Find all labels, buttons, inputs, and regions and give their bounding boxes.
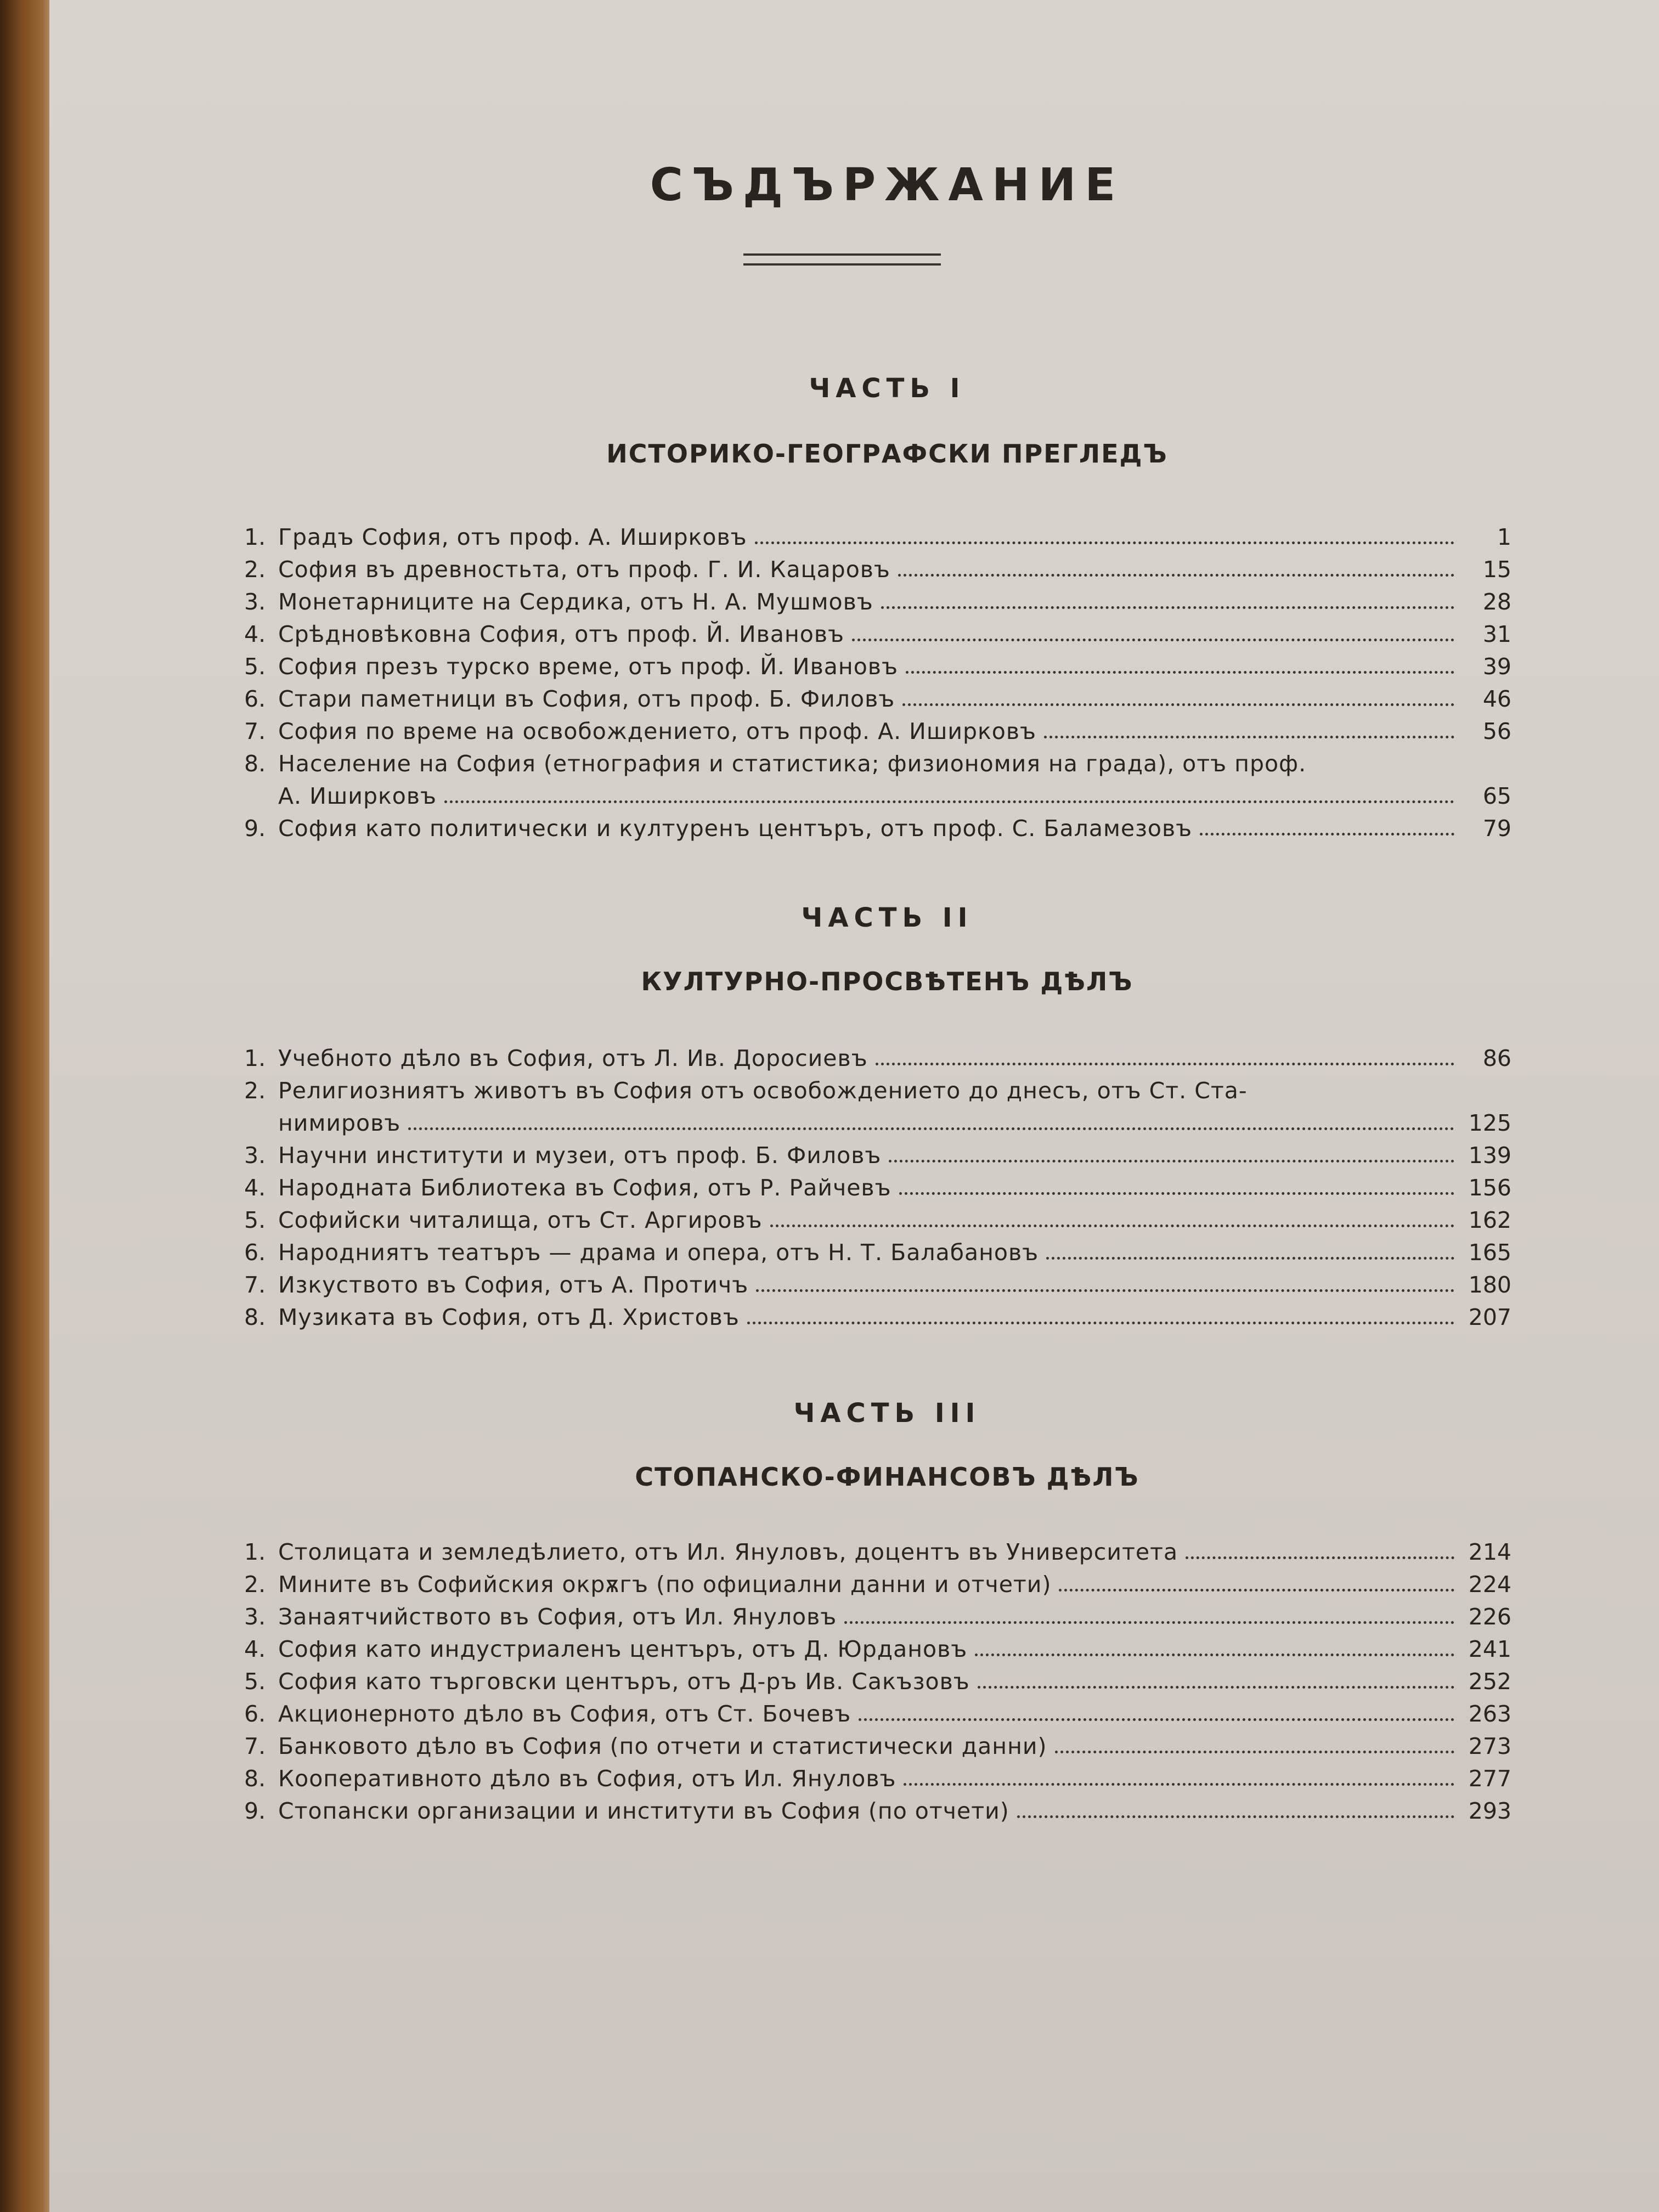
toc-entry-title: Народната Библиотека въ София, отъ Р. Райчевъ [278, 1175, 891, 1201]
toc-entry-number: 4. [244, 1636, 266, 1662]
toc-entry [244, 651, 1511, 683]
toc-entry [244, 715, 1511, 748]
dot-leader [1046, 1257, 1454, 1260]
dot-leader [881, 606, 1454, 609]
toc-entry [244, 780, 1511, 812]
part-1-entries [244, 521, 1511, 845]
toc-entry-title: Акционерното дѣло въ София, отъ Ст. Бочевъ [278, 1701, 851, 1727]
toc-entry-title: Банковото дѣло въ София (по отчети и статистически данни) [278, 1733, 1047, 1759]
toc-entry-number: 9. [244, 815, 266, 842]
dot-leader [906, 671, 1454, 674]
toc-entry-page: 293 [1468, 1798, 1511, 1824]
toc-entry-page: 226 [1468, 1604, 1511, 1630]
toc-entry-number: 1. [244, 524, 266, 550]
toc-entry-title: Градъ София, отъ проф. А. Иширковъ [278, 524, 747, 550]
dot-leader [444, 800, 1454, 803]
toc-entry [244, 1139, 1511, 1172]
dot-leader [1044, 736, 1454, 738]
dot-leader [1200, 833, 1454, 836]
toc-entry [244, 1568, 1511, 1601]
dot-leader [1055, 1751, 1454, 1753]
toc-entry [244, 1763, 1511, 1795]
toc-entry [244, 1042, 1511, 1075]
toc-entry-title: Кооперативното дѣло въ София, отъ Ил. Януловъ [278, 1765, 896, 1792]
toc-entry-number: 7. [244, 1272, 266, 1298]
toc-entry-title: София по време на освобождението, отъ проф. А. Иширковъ [278, 718, 1037, 744]
toc-entry-number: 2. [244, 1571, 266, 1598]
toc-entry-number: 1. [244, 1539, 266, 1565]
toc-entry-number: 6. [244, 686, 266, 712]
toc-entry-page: 65 [1482, 783, 1511, 809]
toc-entry-page: 156 [1468, 1175, 1511, 1201]
toc-entry-page: 28 [1482, 589, 1511, 615]
dot-leader [844, 1621, 1454, 1624]
toc-entry-title: Религиозниятъ животъ въ София отъ освобождението до днесъ, отъ Ст. Ста- [278, 1077, 1248, 1104]
toc-entry-page: 277 [1468, 1765, 1511, 1792]
toc-entry [244, 1601, 1511, 1633]
toc-entry [244, 1795, 1511, 1827]
part-3-title: СТОПАНСКО-ФИНАНСОВЪ ДѢЛЪ [635, 1462, 1139, 1492]
dot-leader [852, 639, 1454, 641]
toc-entry-page: 125 [1468, 1110, 1511, 1136]
toc-entry-title: София въ древностьта, отъ проф. Г. И. Кацаровъ [278, 556, 890, 583]
toc-entry-title: Софийски читалища, отъ Ст. Аргировъ [278, 1207, 763, 1233]
toc-entry-number: 8. [244, 1304, 266, 1330]
toc-entry-number: 3. [244, 1604, 266, 1630]
toc-entry-page: 31 [1482, 621, 1511, 647]
toc-entry-page: 39 [1482, 653, 1511, 680]
toc-entry-number: 6. [244, 1239, 266, 1266]
dot-leader [408, 1127, 1454, 1130]
dot-leader [898, 574, 1454, 577]
toc-entry-page: 139 [1468, 1142, 1511, 1169]
toc-entry [244, 1237, 1511, 1269]
toc-entry-number: 8. [244, 751, 266, 777]
toc-entry-title: Столицата и земледѣлието, отъ Ил. Януловъ, доцентъ въ Университета [278, 1539, 1178, 1565]
part-1-label: ЧАСТЬ I [809, 373, 966, 404]
part-2-entries [244, 1042, 1511, 1334]
toc-entry [244, 1172, 1511, 1204]
dot-leader [1186, 1556, 1454, 1559]
toc-entry [244, 1301, 1511, 1334]
toc-entry [244, 1666, 1511, 1698]
toc-entry-page: 214 [1468, 1539, 1511, 1565]
toc-entry-number: 4. [244, 621, 266, 647]
part-2-label: ЧАСТЬ II [801, 902, 973, 933]
dot-leader [902, 703, 1454, 706]
toc-entry-title: София като индустриаленъ центъръ, отъ Д. Юрдановъ [278, 1636, 968, 1662]
toc-entry-number: 3. [244, 589, 266, 615]
dot-leader [1017, 1815, 1454, 1818]
dot-leader [756, 1289, 1454, 1292]
toc-entry-title: Учебното дѣло въ София, отъ Л. Ив. Доросиевъ [278, 1045, 868, 1071]
toc-entry [244, 748, 1511, 780]
toc-entry-number: 2. [244, 1077, 266, 1104]
toc-entry-number: 1. [244, 1045, 266, 1071]
part-3-entries [244, 1536, 1511, 1827]
toc-entry-title: Изкуството въ София, отъ А. Протичъ [278, 1272, 749, 1298]
toc-entry-title: Монетарниците на Сердика, отъ Н. А. Мушмовъ [278, 589, 873, 615]
toc-entry [244, 554, 1511, 586]
toc-entry-page: 15 [1482, 556, 1511, 583]
toc-entry [244, 1536, 1511, 1568]
dot-leader [1059, 1589, 1454, 1592]
toc-entry-title: Стари паметници въ София, отъ проф. Б. Филовъ [278, 686, 895, 712]
toc-entry-page: 1 [1497, 524, 1511, 550]
dot-leader [899, 1192, 1454, 1195]
toc-entry-number: 9. [244, 1798, 266, 1824]
toc-entry [244, 683, 1511, 715]
toc-entry-number: 5. [244, 1207, 266, 1233]
dot-leader [770, 1224, 1454, 1227]
toc-entry-title: Занаятчийството въ София, отъ Ил. Януловъ [278, 1604, 837, 1630]
toc-entry-number: 5. [244, 1668, 266, 1695]
toc-entry-title: Население на София (етнография и статистика; физиономия на града), отъ проф. [278, 751, 1307, 777]
dot-leader [904, 1783, 1454, 1786]
book-page [49, 0, 1659, 2212]
toc-entry-page: 263 [1468, 1701, 1511, 1727]
toc-entry-title: Научни институти и музеи, отъ проф. Б. Филовъ [278, 1142, 882, 1169]
toc-entry-title: Мините въ Софийския окрѫгъ (по официални данни и отчети) [278, 1571, 1052, 1598]
toc-entry-title: Музиката въ София, отъ Д. Христовъ [278, 1304, 740, 1330]
toc-entry-page: 165 [1468, 1239, 1511, 1266]
toc-entry-title: София презъ турско време, отъ проф. Й. Ивановъ [278, 653, 898, 680]
toc-entry-title: София като политически и културенъ центъръ, отъ проф. С. Баламезовъ [278, 815, 1193, 842]
toc-entry-number: 6. [244, 1701, 266, 1727]
toc-entry [244, 1633, 1511, 1666]
toc-entry [244, 521, 1511, 554]
part-1-title: ИСТОРИКО-ГЕОГРАФСКИ ПРЕГЛЕДЪ [606, 439, 1168, 469]
dot-leader [889, 1160, 1454, 1163]
toc-entry [244, 1204, 1511, 1237]
dot-leader [876, 1063, 1454, 1065]
title-divider [743, 253, 941, 266]
toc-entry-number: 4. [244, 1175, 266, 1201]
part-3-label: ЧАСТЬ III [793, 1398, 981, 1429]
toc-entry [244, 1107, 1511, 1139]
toc-entry-page: 56 [1482, 718, 1511, 744]
toc-entry [244, 1730, 1511, 1763]
toc-entry-page: 252 [1468, 1668, 1511, 1695]
toc-entry-number: 7. [244, 1733, 266, 1759]
toc-entry-number: 8. [244, 1765, 266, 1792]
toc-entry [244, 1075, 1511, 1107]
toc-entry-number: 5. [244, 653, 266, 680]
toc-entry-page: 86 [1482, 1045, 1511, 1071]
page-title: СЪДЪРЖАНИЕ [650, 159, 1125, 211]
toc-entry-title: нимировъ [278, 1110, 401, 1136]
toc-entry-title: Срѣдновѣковна София, отъ проф. Й. Ивановъ [278, 621, 844, 647]
toc-entry-number: 2. [244, 556, 266, 583]
toc-entry-page: 273 [1468, 1733, 1511, 1759]
toc-entry-page: 180 [1468, 1272, 1511, 1298]
toc-entry-page: 162 [1468, 1207, 1511, 1233]
toc-entry-page: 79 [1482, 815, 1511, 842]
toc-entry [244, 812, 1511, 845]
dot-leader [975, 1654, 1454, 1656]
toc-entry [244, 1698, 1511, 1730]
toc-entry-page: 241 [1468, 1636, 1511, 1662]
toc-entry [244, 1269, 1511, 1301]
dot-leader [755, 541, 1454, 544]
toc-entry-number: 7. [244, 718, 266, 744]
toc-entry-page: 46 [1482, 686, 1511, 712]
dot-leader [747, 1322, 1454, 1324]
toc-entry-number: 3. [244, 1142, 266, 1169]
toc-entry-page: 224 [1468, 1571, 1511, 1598]
toc-entry-title: Стопански организации и институти въ София (по отчети) [278, 1798, 1009, 1824]
toc-entry [244, 586, 1511, 618]
toc-entry [244, 618, 1511, 651]
toc-entry-title: Народниятъ театъръ — драма и опера, отъ Н. Т. Балабановъ [278, 1239, 1039, 1266]
part-2-title: КУЛТУРНО-ПРОСВѢТЕНЪ ДѢЛЪ [641, 967, 1133, 996]
toc-entry-title: София като търговски центъръ, отъ Д-ръ Ив. Сакъзовъ [278, 1668, 970, 1695]
toc-entry-title: А. Иширковъ [278, 783, 437, 809]
dot-leader [978, 1686, 1454, 1689]
dot-leader [859, 1718, 1454, 1721]
toc-entry-page: 207 [1468, 1304, 1511, 1330]
